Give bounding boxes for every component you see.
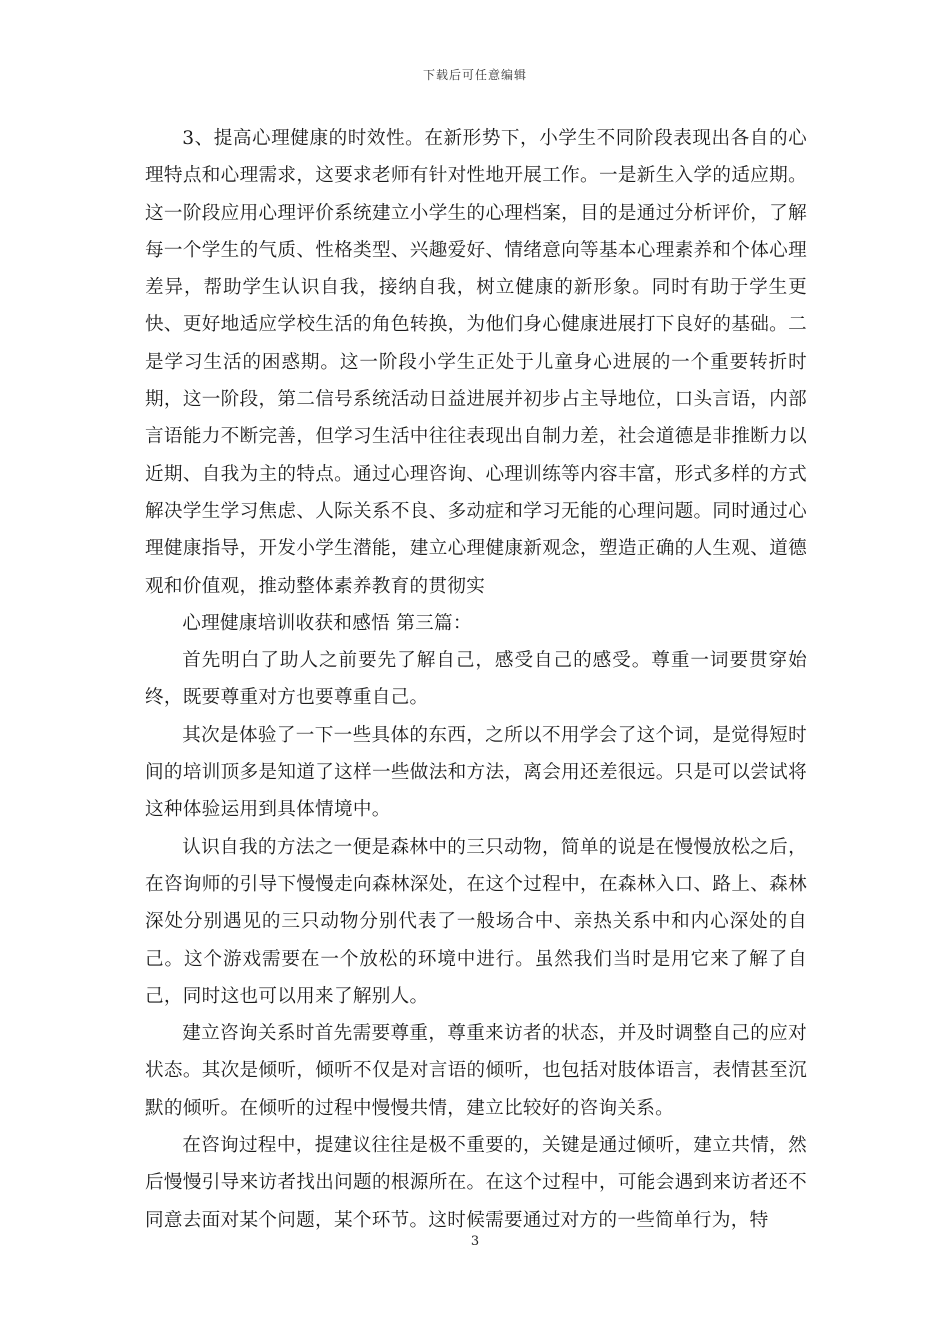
section-heading: 心理健康培训收获和感悟 第三篇：: [182, 612, 472, 634]
document-body: [145, 120, 807, 1239]
page-header: 下载后可任意编辑: [422, 68, 527, 82]
paragraph-experience: 其次是体验了一下一些具体的东西，之所以不用学会了这个词，是觉得短时间的培训顶多是知道了这样一些做法和方法，离会用还差很远。只是可以尝试将这种体验运用到具体情境中。: [145, 724, 807, 821]
page-number: 3: [470, 1234, 480, 1249]
paragraph-timeliness: 3、提高心理健康的时效性。在新形势下，小学生不同阶段表现出各自的心理特点和心理需求，这要求老师有针对性地开展工作。一是新生入学的适应期。这一阶段应用心理评价系统建立小学生的心理档案，目的是通过分析评价，了解每一个学生的气质、性格类型、兴趣爱好、情绪意向等基本心理素养和个体心理差异，帮助学生认识自我，接纳自我，树立健康的新形象。同时有助于学生更快、更好地适应学校生活的角色转换，为他们身心健康进展打下良好的基础。二是学习生活的困惑期。这一阶段小学生正处于儿童身心进展的一个重要转折时期，这一阶段，第二信号系统活动日益进展并初步占主导地位，口头言语，内部言语能力不断完善，但学习生活中往往表现出自制力差，社会道德是非推断力以近期、自我为主的特点。通过心理咨询、心理训练等内容丰富，形式多样的方式解决学生学习焦虑、人际关系不良、多动症和学习无能的心理问题。同时通过心理健康指导，开发小学生潜能，建立心理健康新观念，塑造正确的人生观、道德观和价值观，推动整体素养教育的贯彻实: [145, 128, 807, 597]
paragraph-three-animals: 认识自我的方法之一便是森林中的三只动物，简单的说是在慢慢放松之后，在咨询师的引导下慢慢走向森林深处，在这个过程中，在森林入口、路上、森林深处分别遇见的三只动物分别代表了一般场合中、亲热关系中和内心深处的自己。这个游戏需要在一个放松的环境中进行。虽然我们当时是用它来了解了自己，同时这也可以用来了解别人。: [145, 836, 807, 1007]
paragraph-counseling-relationship: 建立咨询关系时首先需要尊重，尊重来访者的状态，并及时调整自己的应对状态。其次是倾听，倾听不仅是对言语的倾听，也包括对肢体语言，表情甚至沉默的倾听。在倾听的过程中慢慢共情，建立比较好的咨询关系。: [145, 1023, 807, 1119]
paragraph-counseling-process: 在咨询过程中，提建议往往是极不重要的，关键是通过倾听，建立共情，然后慢慢引导来访者找出问题的根源所在。在这个过程中，可能会遇到来访者还不同意去面对某个问题，某个环节。这时候需要通过对方的一些简单行为，特: [145, 1135, 807, 1231]
paragraph-self-understanding: 首先明白了助人之前要先了解自己，感受自己的感受。尊重一词要贯穿始终，既要尊重对方也要尊重自己。: [145, 650, 807, 709]
